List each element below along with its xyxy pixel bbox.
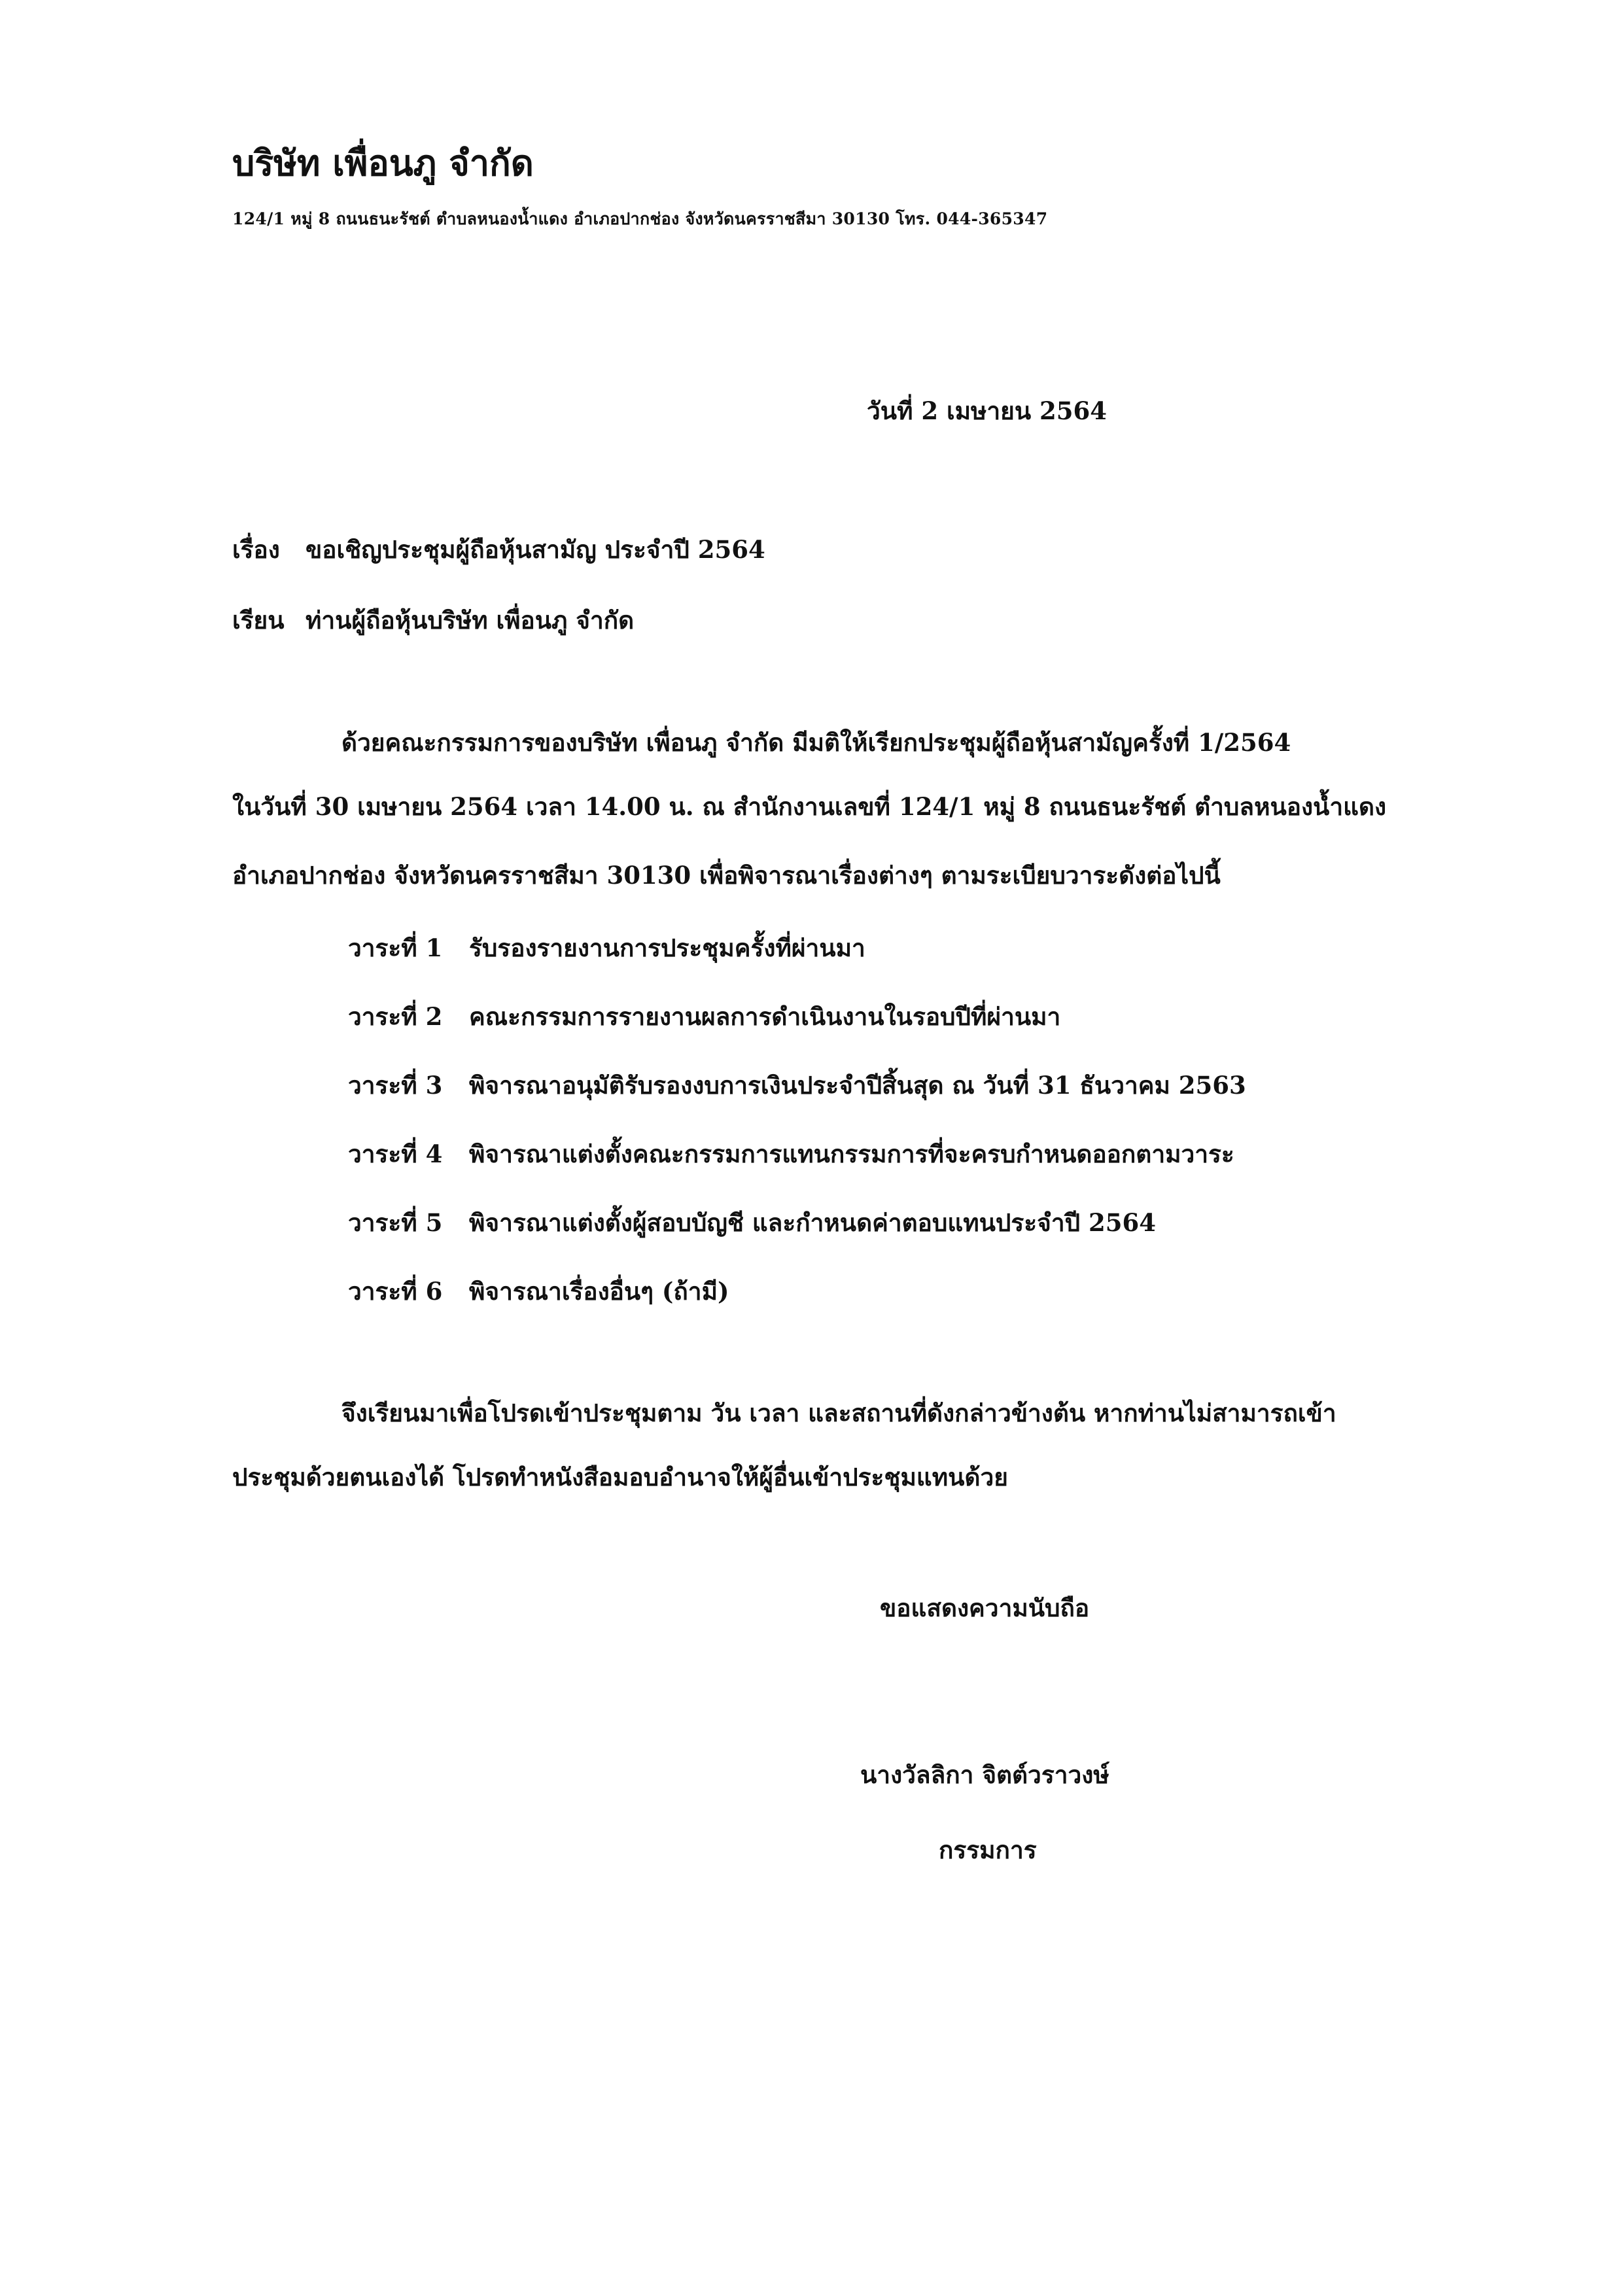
salutation-label: เรียน (232, 606, 285, 635)
subject-label: เรื่อง (232, 535, 280, 564)
salutation-text: ท่านผู้ถือหุ้นบริษัท เพื่อนภู จำกัด (305, 606, 635, 635)
agenda-text: พิจารณาเรื่องอื่นๆ (ถ้ามี) (469, 1277, 729, 1306)
agenda-number: วาระที่ 5 (348, 1208, 443, 1237)
closing-paragraph-line: จึงเรียนมาเพื่อโปรดเข้าประชุมตาม วัน เวลา และสถานที่ดังกล่าวข้างต้น หากท่านไม่สามารถเข้า (341, 1399, 1336, 1427)
company-name: บริษัท เพื่อนภู จำกัด (232, 142, 534, 184)
subject-text: ขอเชิญประชุมผู้ถือหุ้นสามัญ ประจำปี 2564 (305, 535, 765, 564)
body-paragraph-line: ในวันที่ 30 เมษายน 2564 เวลา 14.00 น. ณ สำนักงานเลขที่ 124/1 หมู่ 8 ถนนธนะรัชต์ ตำบลหนองน้ำแดง (232, 792, 1387, 821)
agenda-text: พิจารณาแต่งตั้งผู้สอบบัญชี และกำหนดค่าตอบแทนประจำปี 2564 (469, 1208, 1156, 1237)
agenda-list (348, 929, 1246, 1341)
agenda-item (348, 1204, 1246, 1272)
subject-line (232, 535, 765, 564)
agenda-text: รับรองรายงานการประชุมครั้งที่ผ่านมา (469, 933, 865, 962)
agenda-item (348, 998, 1246, 1066)
closing-paragraph-line: ประชุมด้วยตนเองได้ โปรดทำหนังสือมอบอำนาจให้ผู้อื่นเข้าประชุมแทนด้วย (232, 1463, 1008, 1491)
signer-title: กรรมการ (939, 1835, 1037, 1864)
agenda-number: วาระที่ 6 (348, 1277, 443, 1306)
company-address: 124/1 หมู่ 8 ถนนธนะรัชต์ ตำบลหนองน้ำแดง อำเภอปากช่อง จังหวัดนครราชสีมา 30130 โทร. 044-365347 (232, 209, 1048, 228)
agenda-number: วาระที่ 2 (348, 1002, 443, 1031)
body-paragraph-line: อำเภอปากช่อง จังหวัดนครราชสีมา 30130 เพื่อพิจารณาเรื่องต่างๆ ตามระเบียบวาระดังต่อไปนี้ (232, 861, 1221, 890)
agenda-item (348, 1272, 1246, 1341)
body-paragraph-line: ด้วยคณะกรรมการของบริษัท เพื่อนภู จำกัด มีมติให้เรียกประชุมผู้ถือหุ้นสามัญครั้งที่ 1/2564 (341, 728, 1291, 757)
salutation-line (232, 608, 634, 633)
regards-text: ขอแสดงความนับถือ (880, 1593, 1090, 1622)
agenda-text: พิจารณาแต่งตั้งคณะกรรมการแทนกรรมการที่จะครบกำหนดออกตามวาระ (469, 1139, 1234, 1168)
agenda-item (348, 929, 1246, 998)
letter-date: วันที่ 2 เมษายน 2564 (867, 396, 1108, 425)
signer-name: นางวัลลิกา จิตต์วราวงษ์ (860, 1760, 1109, 1789)
agenda-text: คณะกรรมการรายงานผลการดำเนินงานในรอบปีที่ผ่านมา (469, 1002, 1061, 1031)
agenda-number: วาระที่ 3 (348, 1071, 443, 1100)
agenda-number: วาระที่ 1 (348, 933, 443, 962)
agenda-item (348, 1066, 1246, 1135)
agenda-number: วาระที่ 4 (348, 1139, 443, 1168)
agenda-text: พิจารณาอนุมัติรับรองงบการเงินประจำปีสิ้นสุด ณ วันที่ 31 ธันวาคม 2563 (469, 1071, 1246, 1100)
agenda-item (348, 1135, 1246, 1204)
